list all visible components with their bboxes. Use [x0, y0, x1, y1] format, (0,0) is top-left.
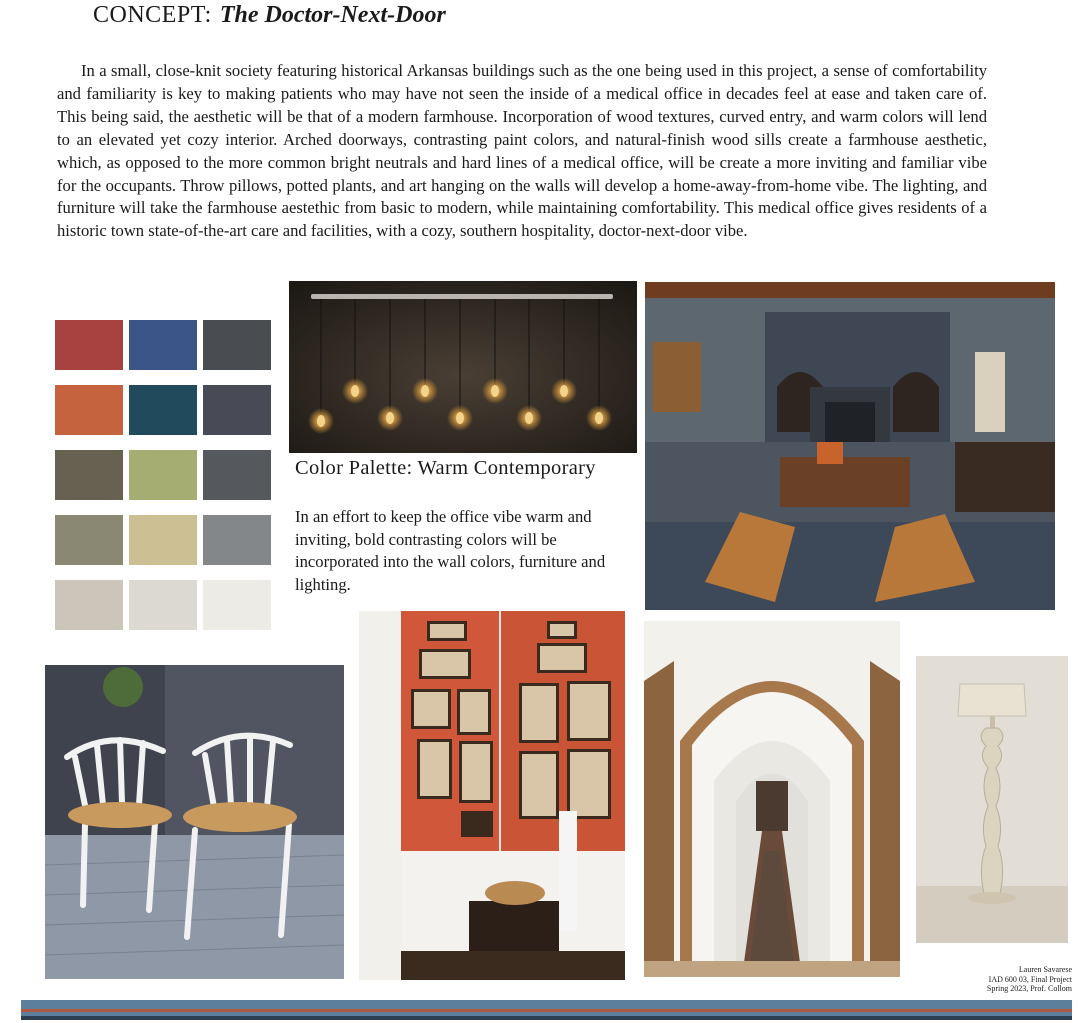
swatch-chip	[55, 385, 123, 435]
pendant-lights-photo	[289, 281, 637, 453]
color-swatch	[203, 385, 271, 435]
swatch-chip	[55, 450, 123, 500]
swatch-chip	[129, 450, 197, 500]
concept-label: CONCEPT:	[93, 2, 212, 28]
swatch-chip	[55, 320, 123, 370]
swatch-chip	[203, 385, 271, 435]
footer-stripe-blue	[21, 1000, 1072, 1009]
term-professor: Spring 2023, Prof. Collom	[986, 984, 1072, 994]
color-swatch	[203, 450, 271, 500]
palette-heading: Color Palette: Warm Contemporary	[295, 457, 596, 479]
color-swatch	[129, 450, 197, 500]
color-swatch	[55, 515, 123, 565]
color-swatch	[55, 580, 123, 630]
office-interior-photo	[645, 282, 1055, 610]
swatch-chip	[203, 320, 271, 370]
swatch-chip	[129, 385, 197, 435]
swatch-chip	[129, 320, 197, 370]
color-swatch-grid	[55, 320, 277, 644]
color-swatch	[55, 320, 123, 370]
white-chairs-photo	[45, 665, 344, 979]
floor-lamp-photo	[916, 656, 1068, 943]
color-swatch	[129, 580, 197, 630]
swatch-chip	[129, 580, 197, 630]
concept-name: The Doctor-Next-Door	[219, 2, 446, 28]
color-swatch	[203, 580, 271, 630]
arched-hallway-photo	[644, 621, 900, 977]
palette-description: In an effort to keep the office vibe warm and inviting, bold contrasting colors will be incorporated into the wall colors, furniture and lighting.	[295, 507, 606, 594]
color-swatch	[55, 450, 123, 500]
swatch-chip	[203, 515, 271, 565]
color-swatch	[129, 385, 197, 435]
concept-statement: In a small, close-knit society featuring historical Arkansas buildings such as the one being used in this project, a sense of comfortability and familiarity is key to making patients who may have not seen the inside of a medical office in decades feel at ease and taken care of. This being said, the aesthetic will be that of a modern farmhouse. Incorporation of wood textures, curved entry, and warm colors will lend to an elevated yet cozy interior. Arched doorways, contrasting paint colors, and natural-finish wood sills create a farmhouse aesthetic, which, as opposed to the more common bright neutrals and hard lines of a medical office, will be create a more inviting and familiar vibe for the occupants. Throw pillows, potted plants, and art hanging on the walls will develop a home-away-from-home vibe. The lighting, and furniture will take the farmhouse aestethic from basic to modern, while maintaining comfortability. This medical office gives residents of a historic town state-of-the-art care and facilities, with a cozy, southern hospitality, doctor-next-door vibe.	[57, 61, 987, 241]
swatch-chip	[203, 450, 271, 500]
footer-stripe-dark	[21, 1016, 1072, 1020]
swatch-chip	[55, 515, 123, 565]
wall-art-photo	[359, 611, 625, 980]
author-name: Lauren Savarese	[1018, 965, 1072, 974]
swatch-chip	[129, 515, 197, 565]
author-credits	[987, 965, 1072, 994]
course-info: IAD 600 03, Final Project	[988, 974, 1072, 984]
color-swatch	[203, 515, 271, 565]
swatch-chip	[55, 580, 123, 630]
swatch-chip	[203, 580, 271, 630]
color-swatch	[129, 515, 197, 565]
color-swatch	[55, 385, 123, 435]
page-title	[93, 2, 446, 29]
color-swatch	[129, 320, 197, 370]
color-swatch	[203, 320, 271, 370]
